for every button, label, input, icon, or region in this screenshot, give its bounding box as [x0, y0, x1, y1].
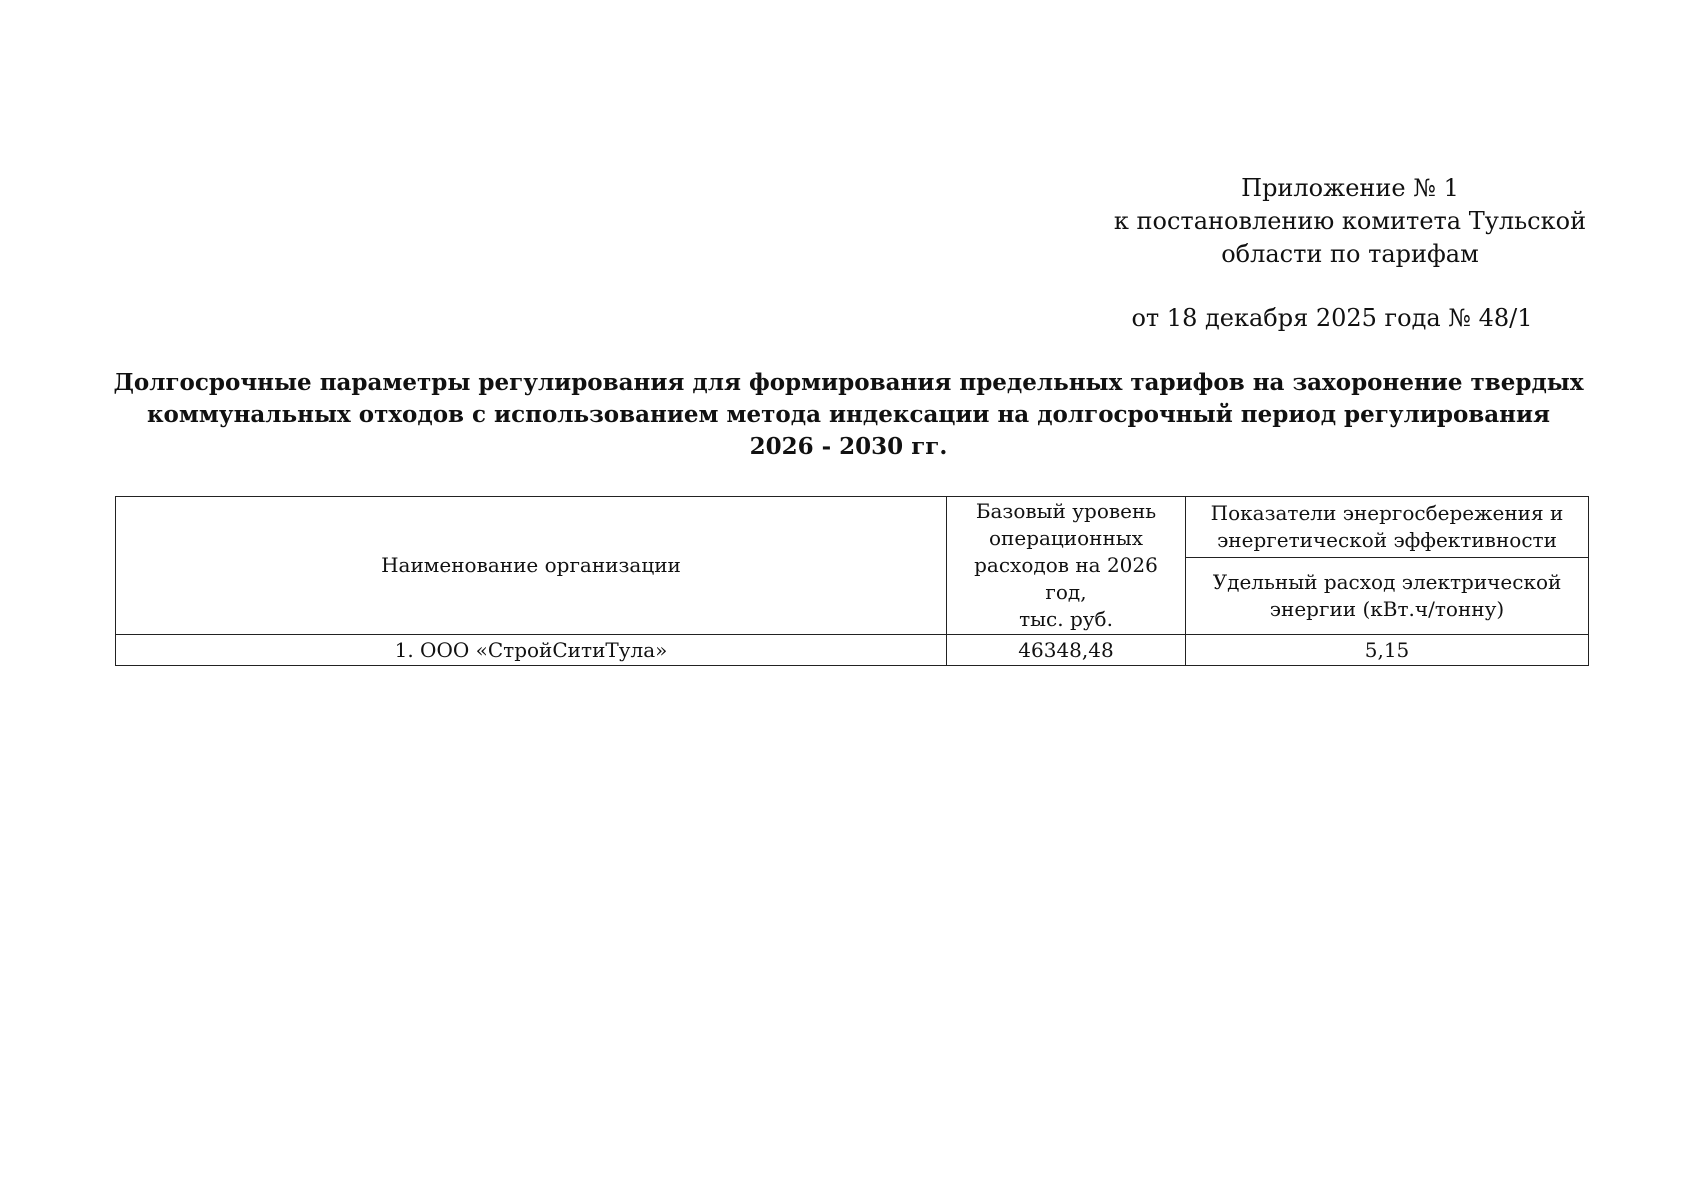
attachment-number: Приложение № 1: [1241, 174, 1459, 202]
header-base-level-line: Базовый уровень: [975, 499, 1157, 523]
header-energy-group-line: Показатели энергосбережения и: [1210, 501, 1564, 525]
attachment-block: [1090, 172, 1610, 335]
attachment-resolution: к постановлению комитета Тульской: [1113, 207, 1587, 235]
cell-base-level: 46348,48: [947, 635, 1186, 666]
attachment-authority: области по тарифам: [1221, 240, 1479, 268]
header-energy-group-line: энергетической эффективности: [1217, 528, 1557, 552]
cell-organization: 1. ООО «СтройСитиТула»: [116, 635, 947, 666]
header-specific-consumption-line: Удельный расход электрической: [1212, 570, 1562, 594]
header-organization: Наименование организации: [116, 497, 947, 635]
cell-specific-consumption: 5,15: [1186, 635, 1589, 666]
header-specific-consumption-line: энергии (кВт.ч/тонну): [1269, 597, 1505, 621]
header-base-level: [947, 497, 1186, 635]
title-line-2: коммунальных отходов с использованием метода индексации на долгосрочный период регулирования: [146, 401, 1551, 428]
table-header-row: [116, 497, 1589, 558]
attachment-date: от 18 декабря 2025 года № 48/1: [1131, 304, 1533, 332]
table-row: [116, 635, 1589, 666]
parameters-table: [115, 496, 1589, 666]
title-line-1: Долгосрочные параметры регулирования для формирования предельных тарифов на захоронение твердых: [113, 369, 1584, 396]
header-base-level-line: операционных: [988, 526, 1144, 550]
header-base-level-line: тыс. руб.: [1019, 607, 1113, 631]
header-energy-group: [1186, 497, 1589, 558]
title-line-3: 2026 - 2030 гг.: [749, 433, 948, 460]
header-specific-consumption: [1186, 558, 1589, 635]
header-base-level-line: расходов на 2026: [974, 553, 1158, 577]
header-base-level-line: год,: [1045, 580, 1087, 604]
document-title: [60, 367, 1637, 463]
